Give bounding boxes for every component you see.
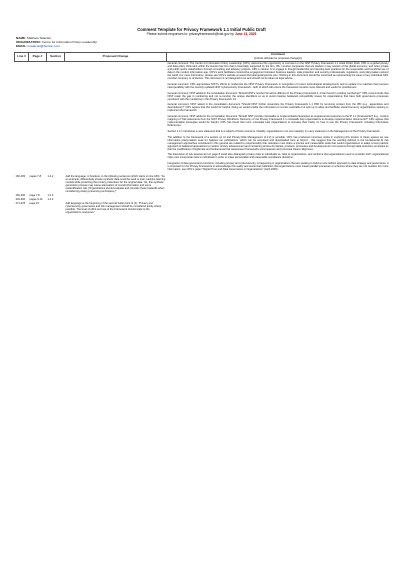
comment-paragraph: General comment: NIST added in the consultation document "Should NIST's number format be different in the Privacy Framework 1.1 than found in existing numbering?" CIPL recommends that NIST retain the gap in numbering and not re-number the unique identifiers so as to avoid creating backward compatibility issues for organizations that have built governance processes consistent with the numbering in the Privacy Framework 1.0. — [167, 91, 389, 101]
cell-section: 1.2.2 — [47, 174, 54, 178]
comment-table — [14, 52, 390, 215]
comment-paragraph: General comment: NIST asked in the consultation document "Should NIST further streamline the Privacy Framework 1.1 PDF by removing content from the IPD (e.g., appendices and descriptions)?" CIPL agrees that this would be helpful. Doing so would enable the information to remain reachable but split up to allow and facilitate shared focus by organizations seeking to implement the framework. — [167, 103, 389, 113]
cell-comment — [167, 202, 390, 215]
table-header-row — [15, 53, 390, 62]
name-value: Matthew Tatacski — [27, 36, 51, 40]
cell-section — [47, 61, 65, 174]
table-row — [15, 174, 390, 193]
comment-paragraph: General comment: The Centre for Information Policy Leadership (CIPL) welcomes this opportunity to comment on the NIST Privacy Framework 1.1 Initial Public Draft. CIPL is a global privacy and data policy think tank within the Hunton law firm that is financially supported by the firm, 95+ member companies that are leaders in key sectors of the global economy, and other private and public sector stakeholders through consulting and advisory projects. CIPL's mission is to engage in thought leadership and develop best practices for the responsible and beneficial use of data in the modern information age. CIPL's work facilitates constructive engagement between business leaders, data protection and security professionals, regulators, and policymakers around the world. For more information, please see CIPL's website at www.informationpolicycentre.com. Nothing in this document should be construed as representing the views of any individual CIPL member company or of Hunton. This document is not designed to be and should not be taken as legal advice. — [167, 62, 389, 81]
table-row — [15, 202, 390, 215]
cell-line: 184-190 — [15, 194, 26, 198]
submission-instructions — [0, 32, 403, 36]
cell-page: pages 9-10 — [29, 198, 43, 202]
cell-proposed: Add the language, in brackets, to the following sentence (which starts on line 184): "As an example, differentially private synthetic data could be used to train machine learning models while protecting the privacy protections for the original data. Yet, this synthetic generation process may cause attenuation of crucial information and some reidentification risk. [Organizations should evaluate and consider these tradeoffs when considering privacy-preserving techniques.]" — [65, 174, 166, 194]
comment-paragraph: General comment: NIST added in the consultation document "Should NIST provide crosswalks or Implementation Examples as supplemental resources to the IP 1.1 (Framework?) E.g., could a mapping of Trait statements from the NIST Privacy Workforce Taxonomy or the Privacy Framework 1.1 crosswalk help organizations to develop implementation documents?" CIPL agrees that implementation Examples would be helpful. CIPL has found that more crosswalk help organizations to increase their clarity on how to use the Privacy Framework, including Informative References. — [167, 115, 389, 128]
cell-proposed: Add language at the beginning of the second bullet point of (1): "Privacy and cybersecurity governance and risk management should be considered jointly where possible. The level of effort and use of the Framework should scale to the organization's resources." — [65, 202, 162, 215]
cell-comment — [167, 61, 390, 174]
header-section: Section — [47, 53, 65, 62]
cell-page — [29, 61, 47, 174]
comment-paragraph: Section 1.2.1 introduces a new statement that is a subject of those concerns. Notably, organizations in its new capacity, in many instances on the Management of the Privacy Framework — [167, 129, 380, 133]
cell-page: page 16 — [29, 202, 39, 206]
header-comment-subtitle: (include rationale for proposed change(s)) — [253, 56, 303, 60]
header-proposed-change: Proposed Change — [65, 53, 167, 62]
name-label: NAME: — [16, 36, 27, 40]
cell-section: 1.2.2 — [47, 194, 54, 198]
cell-line — [15, 61, 29, 174]
email-label: EMAIL: — [16, 43, 27, 48]
cell-line: 304-306 — [15, 198, 26, 202]
cell-line: 471-478 — [15, 202, 26, 206]
header-line: Line # — [15, 53, 29, 62]
email-link[interactable]: mtatacski@hunton.com — [27, 43, 60, 48]
comment-paragraph: The addition to the framework of a section on AI and Privacy Risk Management (1.2.2) is sensible. CIPL has produced numerous works in exploring this tension in these spaces we see information policymakers seek for balance our publications, which can be accessed and downloaded here at https://... We suggest that the wording defined in the fundamental AI risk management approaches considered in this general are related to proportionality that reiterates must share a precise and measurable scale that would organizations to adapt a best practice approach of balanced approaches to modern privacy advancement and monitoring across AI policies, products, processes and developments in AI systems through data protection principles so that the modification of legitimate and fundamental risk assessment frameworks encompasses and promotes clearer alignment. — [167, 135, 389, 151]
document-header — [0, 27, 403, 36]
submission-email-text: Please submit responses to: privacyframework@nist.gov — [146, 32, 230, 36]
header-comment-title: Comment — [271, 52, 285, 57]
table-body — [15, 61, 390, 215]
submitter-email-row — [16, 45, 97, 49]
org-label: ORGANIZATION: — [16, 39, 41, 44]
cell-line: 160-183 — [15, 174, 26, 178]
submission-deadline: June 13, 2025 — [234, 32, 257, 36]
submission-by-text: by — [230, 32, 234, 36]
comment-paragraph: Integration of data governance functions, including privacy and cybersecurity, is happening in organizations that are seeking to build a more holistic approach to data strategy and governance. It is important for the Privacy Framework to acknowledge this reality and assist that realization that organizations must create parallel processes or schemes where they are not needed. For more information, see CIPL's paper "Digital Trust and Data Governance in Organizations" (April 2025). — [167, 162, 389, 172]
cell-section: 1.2.3 — [47, 198, 54, 202]
cell-proposed — [65, 61, 167, 174]
comment-paragraph: The discussion of risk assessment on page 8 could also distinguish privacy risks to individuals vs. risks to organizations, and reinforce that organizations need to consider both; organizational risks must incorporate risks to individuals in order to make accountable and reasonable compliance decisions. — [167, 153, 389, 160]
cell-page: page 7-8 — [29, 194, 40, 198]
table-row — [15, 61, 390, 174]
header-page: Page # — [29, 53, 47, 62]
comment-paragraph: General comment: CIPL appreciates NIST's efforts to modernize the NIST Privacy Framework in recognition of recent technological developments and to update it to maintain that previous interoperability with the recently updated NIST Cybersecurity Framework - both of which will ensure the framework remains more relevant and useful for practitioners. — [167, 82, 389, 90]
cell-section — [47, 202, 65, 215]
header-comment — [167, 53, 390, 62]
document-title: Comment Template for Privacy Framework 1.1 Initial Public Draft — [137, 27, 266, 32]
cell-page: pages 7-8 — [29, 174, 42, 178]
submitter-info — [16, 37, 97, 49]
org-value: Centre for Information Policy Leadership — [41, 39, 97, 44]
cell-comment — [167, 174, 390, 193]
